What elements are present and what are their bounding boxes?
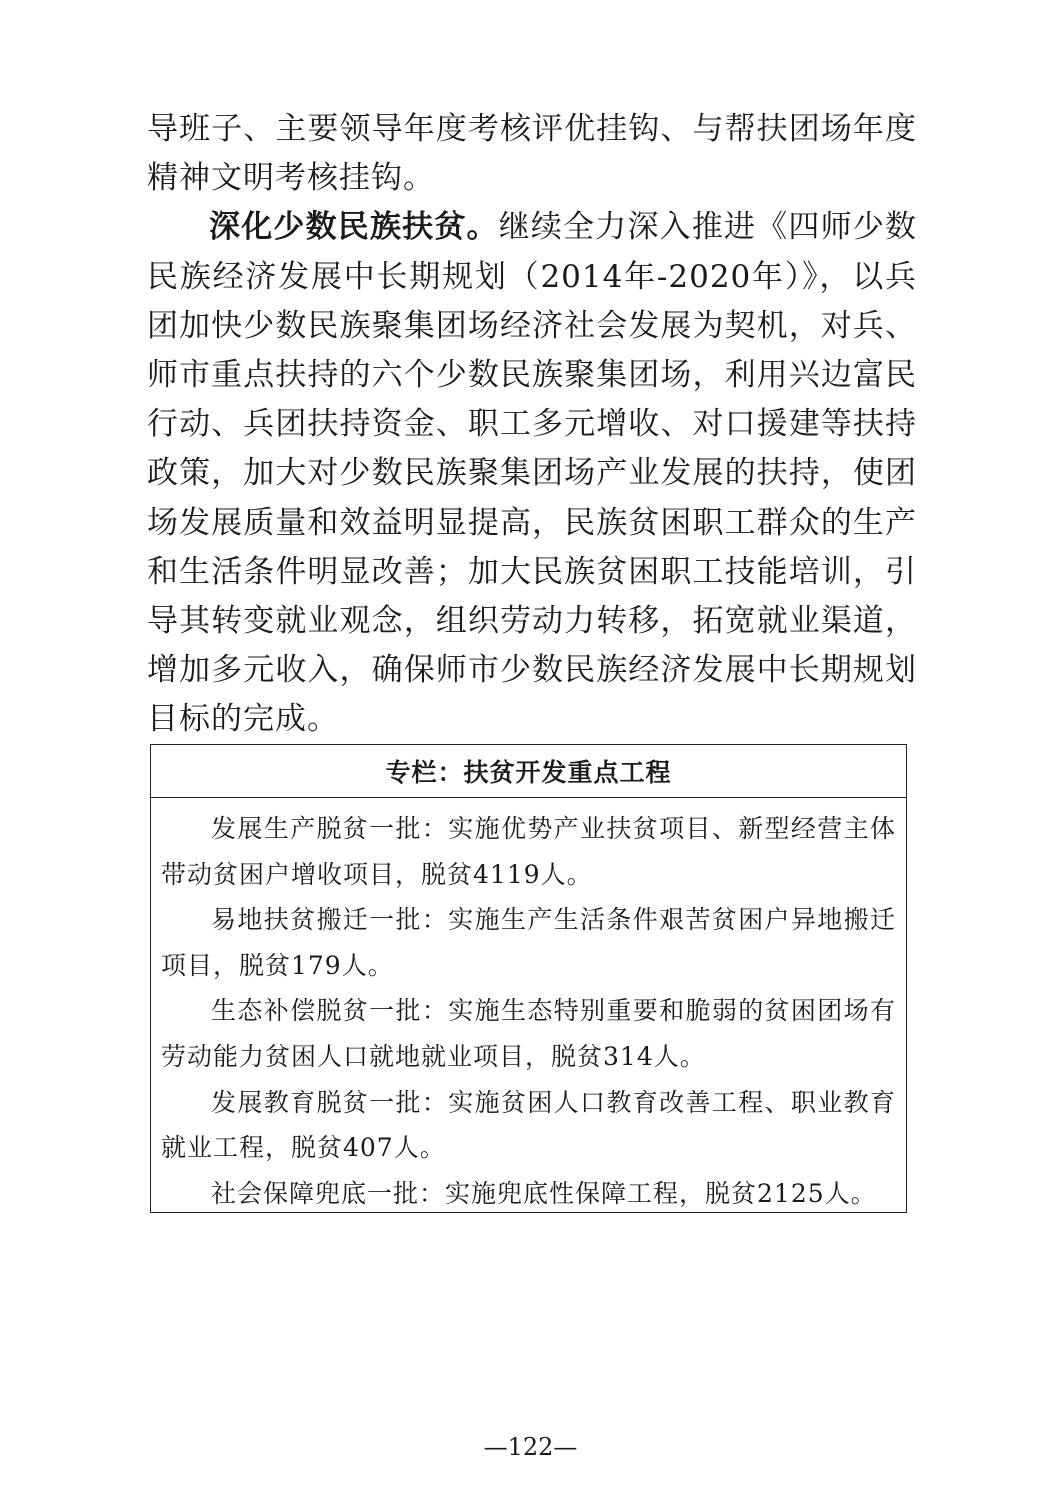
box-item-ecological: 生态补偿脱贫一批：实施生态特别重要和脆弱的贫困团场有劳动能力贫困人口就地就业项目，脱贫314人。 [161, 996, 896, 1071]
box-item-education: 发展教育脱贫一批：实施贫困人口教育改善工程、职业教育就业工程，脱贫407人。 [161, 1087, 896, 1163]
paragraph-continuation: 导班子、主要领导年度考核评优挂钩、与帮扶团场年度精神文明考核挂钩。 [147, 111, 917, 197]
box-title: 专栏：扶贫开发重点工程 [151, 745, 906, 798]
paragraph-minority-poverty [147, 203, 917, 744]
box-body [151, 798, 906, 1216]
page-number: —122— [483, 1433, 578, 1461]
body-text [147, 105, 917, 745]
box-item-production: 发展生产脱贫一批：实施优势产业扶贫项目、新型经营主体带动贫困户增收项目，脱贫4119人。 [161, 814, 896, 889]
box-item-relocation: 易地扶贫搬迁一批：实施生产生活条件艰苦贫困户异地搬迁项目，脱贫179人。 [161, 905, 896, 980]
sidebar-box [150, 744, 907, 1213]
paragraph-text: 继续全力深入推进《四师少数民族经济发展中长期规划（2014年-2020年）》，以兵团加快少数民族聚集团场经济社会发展为契机，对兵、师市重点扶持的六个少数民族聚集团场，利用兴边富民行动、兵团扶持资金、职工多元增收、对口援建等扶持政策，加大对少数民族聚集团场产业发展的扶持，使团场发展质量和效益明显提高，民族贫困职工群众的生产和生活条件明显改善；加大民族贫困职工技能培训，引导其转变就业观念，组织劳动力转移，拓宽就业渠道，增加多元收入，确保师市少数民族经济发展中长期规划目标的完成。 [147, 209, 918, 738]
paragraph-heading: 深化少数民族扶贫。 [209, 209, 499, 246]
box-item-social-security: 社会保障兜底一批：实施兜底性保障工程，脱贫2125人。 [211, 1178, 877, 1208]
